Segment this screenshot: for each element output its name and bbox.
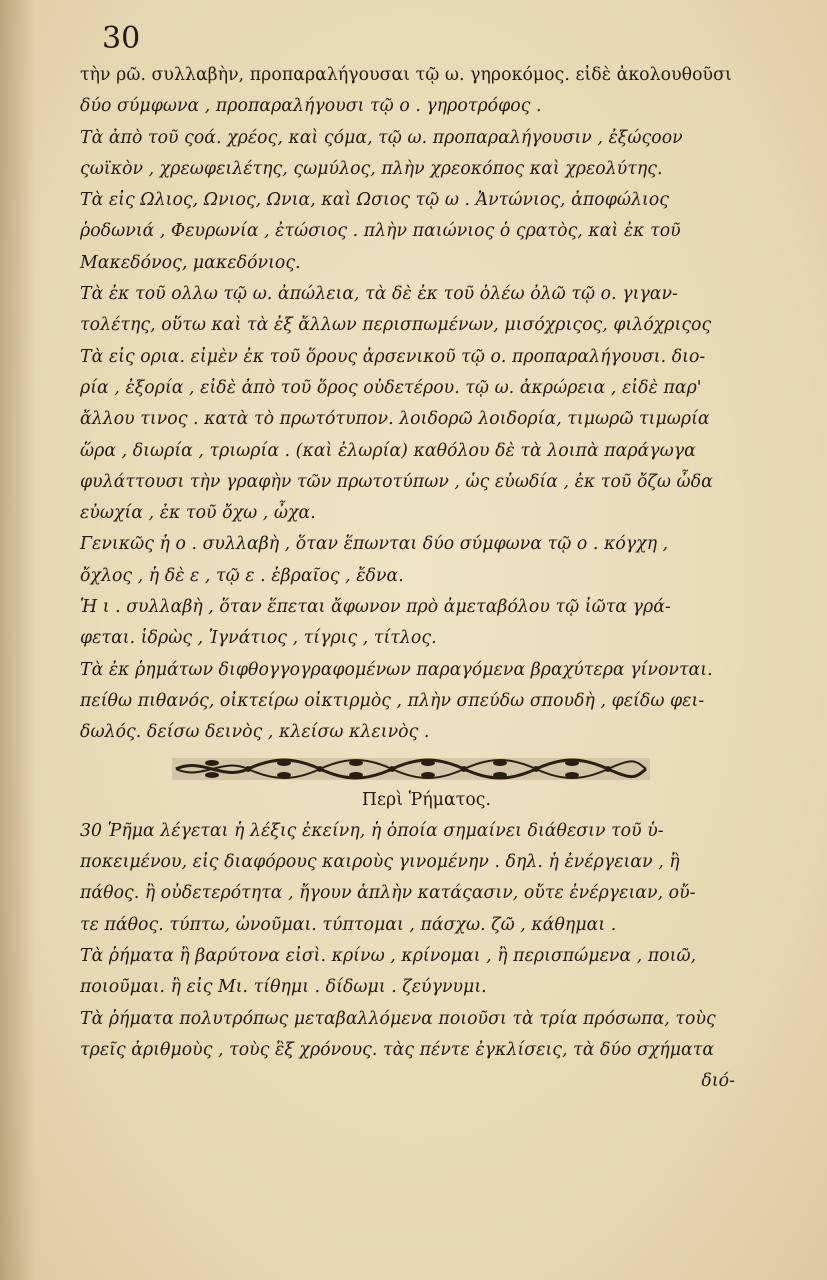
text-line: πάθος. ἢ οὐδετερότητα , ἤγουν ἁπλὴν κατάςασιν, οὔτε ἐνέργειαν, οὔ-: [80, 883, 696, 904]
text-line: Τὰ εἰς Ωλιος, Ωνιος, Ωνια, καὶ Ωσιος τῷ ω . Ἀντώνιος, ἀποφώλιος: [80, 190, 670, 211]
text-block-top: [80, 60, 793, 749]
text-line: ποιοῦμαι. ἢ εἰς Μι. τίθημι . δίδωμι . ζεύγνυμι.: [80, 977, 487, 998]
text-line: ςωϊκὸν , χρεωφειλέτης, ςωμύλος, πλὴν χρεοκόπος καὶ χρεολύτης.: [80, 158, 663, 179]
text-line: Τὰ εἰς ορια. εἰμὲν ἐκ τοῦ ὅρους ἀρσενικοῦ τῷ ο. προπαραλήγουσι. διο-: [80, 346, 706, 367]
page-number: 30: [102, 21, 141, 56]
text-line: πείθω πιθανός, οἰκτείρω οἰκτιρμὸς , πλὴν σπεύδω σπουδὴ , φείδω φει-: [80, 690, 705, 711]
text-line: Ἡ ι . συλλαβὴ , ὅταν ἕπεται ἄφωνον πρὸ ἀμεταβόλου τῷ ἰῶτα γρά-: [80, 597, 671, 618]
text-line: τολέτης, οὕτω καὶ τὰ ἐξ ἄλλων περισπωμένων, μισόχριςος, φιλόχριςος: [80, 315, 712, 336]
text-line: Τὰ ἀπὸ τοῦ ςοά. χρέος, καὶ ςόμα, τῷ ω. προπαραλήγουσιν , ἐξώςοον: [80, 127, 683, 148]
text-line: ὄχλος , ἡ δὲ ε , τῷ ε . ἑβραῖος , ἔδνα.: [80, 565, 404, 586]
text-line: εὐωχία , ἐκ τοῦ ὄχω , ὦχα.: [80, 503, 316, 524]
text-line: ἄλλου τινος . κατὰ τὸ πρωτότυπον. λοιδορῶ λοιδορία, τιμωρῶ τιμωρία: [80, 409, 710, 430]
text-line: Μακεδόνος, μακεδόνιος.: [80, 252, 301, 273]
text-line: δωλός. δείσω δεινὸς , κλείσω κλεινὸς .: [80, 722, 430, 743]
text-line: δύο σύμφωνα , προπαραλήγουσι τῷ ο . γηροτρόφος .: [80, 96, 542, 117]
text-line: Τὰ ῥήματα πολυτρόπως μεταβαλλόμενα ποιοῦσι τὰ τρία πρόσωπα, τοὺς: [80, 1008, 716, 1029]
text-line: φυλάττουσι τὴν γραφὴν τῶν πρωτοτύπων , ὡς εὐωδία , ἐκ τοῦ ὄζω ὦδα: [80, 471, 713, 492]
text-line: τρεῖς ἀριθμοὺς , τοὺς ἓξ χρόνους. τὰς πέντε ἐγκλίσεις, τὰ δύο σχήματα: [80, 1039, 715, 1060]
text-block-bottom: [80, 816, 793, 1066]
text-line: τε πάθος. τύπτω, ὠνοῦμαι. τύπτομαι , πάσχω. ζῶ , κάθημαι .: [80, 914, 617, 935]
text-line: ρία , ἐξορία , εἰδὲ ἀπὸ τοῦ ὅρος οὐδετέρου. τῷ ω. ἀκρώρεια , εἰδὲ παρ': [80, 377, 702, 398]
floral-vine-ornament-icon: [172, 755, 650, 783]
text-line: φεται. ἱδρὼς , Ἰγνάτιος , τίγρις , τίτλος.: [80, 628, 437, 649]
catchword: διό-: [701, 1071, 735, 1092]
text-line: 30 Ῥῆμα λέγεται ἡ λέξις ἐκείνη, ἡ ὁποία σημαίνει διάθεσιν τοῦ ὑ-: [80, 820, 664, 841]
text-line: Τὰ ἐκ τοῦ ολλω τῷ ω. ἀπώλεια, τὰ δὲ ἐκ τοῦ ὀλέω ὀλῶ τῷ ο. γιγαν-: [80, 284, 678, 305]
text-line: ὥρα , διωρία , τριωρία . (καὶ ἐλωρία) καθόλου δὲ τὰ λοιπὰ παράγωγα: [80, 440, 696, 461]
text-line: Τὰ ῥήματα ἢ βαρύτονα εἰσὶ. κρίνω , κρίνομαι , ἢ περισπώμενα , ποιῶ,: [80, 946, 697, 967]
text-line: Γενικῶς ἡ ο . συλλαβὴ , ὅταν ἕπωνται δύο σύμφωνα τῷ ο . κόγχη ,: [80, 534, 669, 555]
text-line: ῥοδωνιά , Φευρωνία , ἐτώσιος . πλὴν παιώνιος ὁ ςρατὸς, καὶ ἐκ τοῦ: [80, 221, 681, 242]
gutter-shadow: [0, 0, 36, 1280]
text-line: Τὰ ἐκ ῥημάτων διφθογγογραφομένων παραγόμενα βραχύτερα γίνονται.: [80, 659, 713, 680]
text-line: τὴν ρῶ. συλλαβὴν, προπαραλήγουσαι τῷ ω. γηροκόμος. εἰδὲ ἀκολουθοῦσι: [80, 65, 732, 85]
text-line: ποκειμένου, εἰς διαφόρους καιροὺς γινομένην . δηλ. ἡ ἐνέργειαν , ἢ: [80, 852, 680, 873]
section-heading: Περὶ Ῥήματος.: [361, 789, 492, 810]
